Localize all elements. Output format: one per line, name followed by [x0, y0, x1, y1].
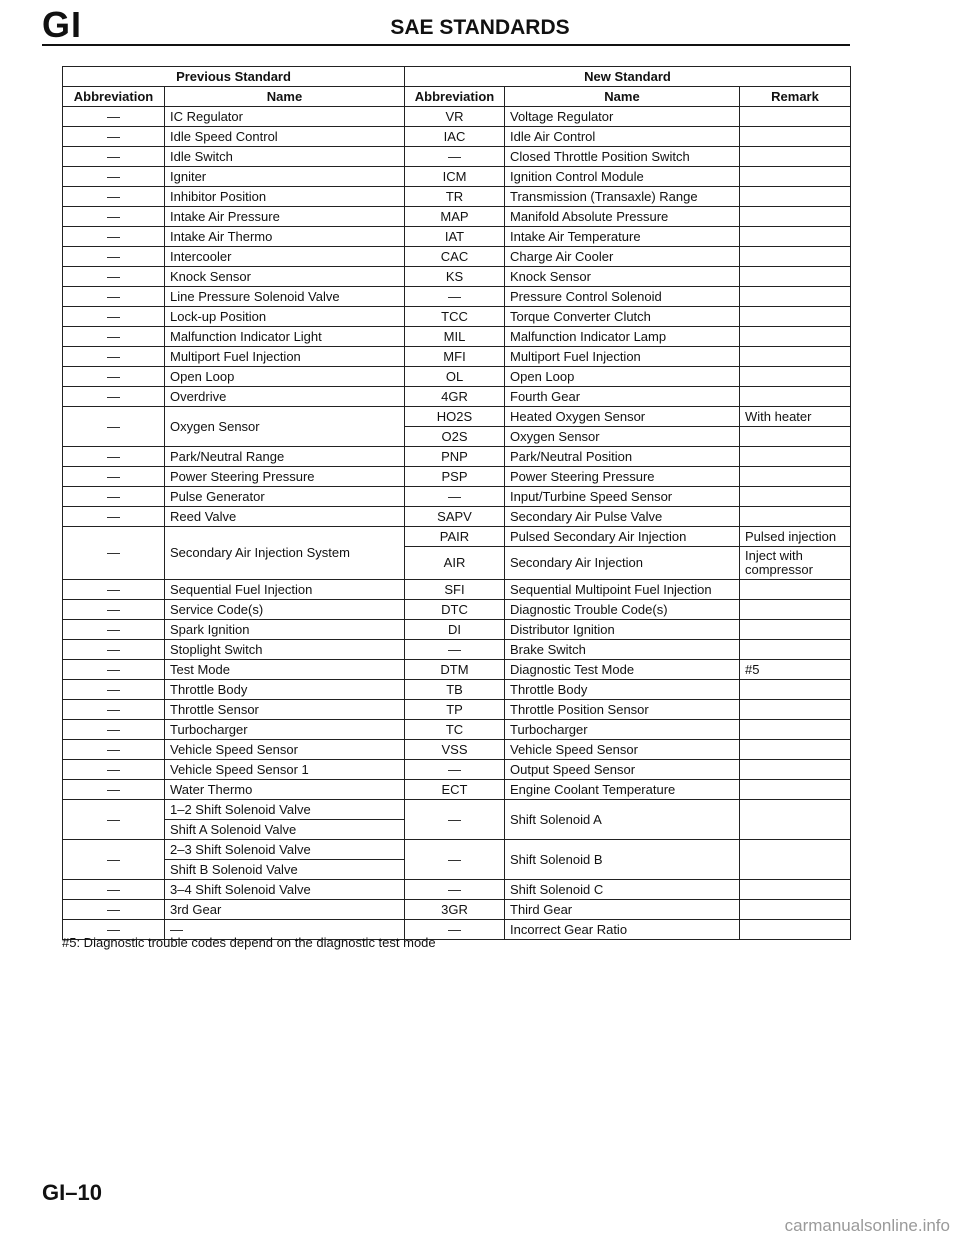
prev-name-cell: Malfunction Indicator Light	[165, 327, 405, 347]
new-name-cell: Manifold Absolute Pressure	[505, 207, 740, 227]
prev-abbreviation-cell: —	[63, 920, 165, 940]
remark-cell	[740, 127, 851, 147]
new-name-cell: Secondary Air Pulse Valve	[505, 507, 740, 527]
prev-name-cell: Idle Speed Control	[165, 127, 405, 147]
prev-abbreviation-cell: —	[63, 367, 165, 387]
new-name-header: Name	[505, 87, 740, 107]
new-name-cell: Voltage Regulator	[505, 107, 740, 127]
prev-name-cell: Throttle Sensor	[165, 700, 405, 720]
new-name-cell: Open Loop	[505, 367, 740, 387]
prev-abbreviation-cell: —	[63, 167, 165, 187]
new-name-cell: Sequential Multipoint Fuel Injection	[505, 580, 740, 600]
new-name-cell: Charge Air Cooler	[505, 247, 740, 267]
prev-name-cell: Knock Sensor	[165, 267, 405, 287]
new-abbreviation-cell: HO2S	[405, 407, 505, 427]
new-abbreviation-cell: IAC	[405, 127, 505, 147]
prev-abbreviation-cell: —	[63, 900, 165, 920]
table-row	[63, 900, 851, 920]
new-name-cell: Diagnostic Test Mode	[505, 660, 740, 680]
remark-cell	[740, 600, 851, 620]
table-row	[63, 387, 851, 407]
new-abbreviation-cell: CAC	[405, 247, 505, 267]
prev-name-cell: IC Regulator	[165, 107, 405, 127]
new-name-cell: Engine Coolant Temperature	[505, 780, 740, 800]
remark-cell	[740, 507, 851, 527]
footnote: #5: Diagnostic trouble codes depend on the diagnostic test mode	[62, 935, 436, 950]
new-name-cell: Intake Air Temperature	[505, 227, 740, 247]
new-name-cell: Secondary Air Injection	[505, 547, 740, 580]
new-name-cell: Pulsed Secondary Air Injection	[505, 527, 740, 547]
table-row	[63, 307, 851, 327]
remark-cell	[740, 367, 851, 387]
table-row	[63, 167, 851, 187]
table-row	[63, 760, 851, 780]
prev-abbreviation-cell: —	[63, 287, 165, 307]
prev-name-cell: Service Code(s)	[165, 600, 405, 620]
table-row	[63, 660, 851, 680]
table-row	[63, 580, 851, 600]
new-name-cell: Park/Neutral Position	[505, 447, 740, 467]
remark-cell	[740, 900, 851, 920]
prev-name-cell: Park/Neutral Range	[165, 447, 405, 467]
prev-name-cell: 3rd Gear	[165, 900, 405, 920]
new-abbreviation-cell: 3GR	[405, 900, 505, 920]
remark-cell	[740, 227, 851, 247]
prev-name-cell: Power Steering Pressure	[165, 467, 405, 487]
new-name-cell: Turbocharger	[505, 720, 740, 740]
remark-cell	[740, 760, 851, 780]
prev-name-cell: Pulse Generator	[165, 487, 405, 507]
new-name-cell: Throttle Body	[505, 680, 740, 700]
prev-name-cell: Intake Air Thermo	[165, 227, 405, 247]
new-abbreviation-cell: MIL	[405, 327, 505, 347]
table-row	[63, 327, 851, 347]
table-row	[63, 527, 851, 547]
watermark: carmanualsonline.info	[784, 1216, 950, 1235]
remark-cell	[740, 107, 851, 127]
new-name-cell: Oxygen Sensor	[505, 427, 740, 447]
new-name-cell: Throttle Position Sensor	[505, 700, 740, 720]
new-name-cell: Idle Air Control	[505, 127, 740, 147]
table-row	[63, 467, 851, 487]
new-abbreviation-cell: AIR	[405, 547, 505, 580]
new-abbreviation-cell: VR	[405, 107, 505, 127]
table-row	[63, 800, 851, 820]
new-abbreviation-cell: 4GR	[405, 387, 505, 407]
table-row	[63, 780, 851, 800]
new-abbreviation-cell: —	[405, 840, 505, 880]
remark-cell	[740, 147, 851, 167]
new-abbreviation-cell: DI	[405, 620, 505, 640]
previous-standard-header: Previous Standard	[63, 67, 405, 87]
remark-cell: Inject with compressor	[740, 547, 851, 580]
table-row	[63, 287, 851, 307]
new-abbreviation-cell: O2S	[405, 427, 505, 447]
prev-abbreviation-cell: —	[63, 327, 165, 347]
prev-abbreviation-cell: —	[63, 740, 165, 760]
table-row	[63, 720, 851, 740]
prev-name-cell: Intake Air Pressure	[165, 207, 405, 227]
remark-cell	[740, 387, 851, 407]
prev-name-cell: Test Mode	[165, 660, 405, 680]
new-abbreviation-cell: TP	[405, 700, 505, 720]
remark-header: Remark	[740, 87, 851, 107]
new-name-cell: Brake Switch	[505, 640, 740, 660]
remark-cell	[740, 640, 851, 660]
remark-cell	[740, 187, 851, 207]
prev-name-cell: Shift B Solenoid Valve	[165, 860, 405, 880]
remark-cell	[740, 307, 851, 327]
remark-cell	[740, 740, 851, 760]
table-row	[63, 680, 851, 700]
header-rule	[42, 44, 850, 46]
new-name-cell: Output Speed Sensor	[505, 760, 740, 780]
prev-abbreviation-cell: —	[63, 620, 165, 640]
table-row	[63, 840, 851, 860]
prev-abbreviation-cell: —	[63, 107, 165, 127]
prev-abbreviation-cell: —	[63, 600, 165, 620]
new-abbreviation-cell: VSS	[405, 740, 505, 760]
prev-name-cell: Overdrive	[165, 387, 405, 407]
new-abbreviation-cell: MAP	[405, 207, 505, 227]
new-abbreviation-cell: MFI	[405, 347, 505, 367]
remark-cell	[740, 427, 851, 447]
remark-cell	[740, 327, 851, 347]
prev-abbreviation-cell: —	[63, 720, 165, 740]
new-name-cell: Closed Throttle Position Switch	[505, 147, 740, 167]
prev-abbreviation-cell: —	[63, 267, 165, 287]
new-abbreviation-cell: DTC	[405, 600, 505, 620]
new-name-cell: Shift Solenoid B	[505, 840, 740, 880]
page-number: GI–10	[42, 1180, 102, 1205]
new-abbreviation-cell: TC	[405, 720, 505, 740]
new-name-cell: Distributor Ignition	[505, 620, 740, 640]
remark-cell	[740, 720, 851, 740]
table-row	[63, 267, 851, 287]
prev-name-cell: Turbocharger	[165, 720, 405, 740]
new-standard-header: New Standard	[405, 67, 851, 87]
column-header-row	[63, 87, 851, 107]
remark-cell	[740, 447, 851, 467]
new-abbreviation-cell: —	[405, 147, 505, 167]
remark-cell	[740, 487, 851, 507]
new-name-cell: Ignition Control Module	[505, 167, 740, 187]
new-name-cell: Multiport Fuel Injection	[505, 347, 740, 367]
new-abbreviation-cell: KS	[405, 267, 505, 287]
prev-name-cell: Secondary Air Injection System	[165, 527, 405, 580]
new-name-cell: Incorrect Gear Ratio	[505, 920, 740, 940]
table-row	[63, 347, 851, 367]
remark-cell	[740, 347, 851, 367]
remark-cell	[740, 167, 851, 187]
new-abbreviation-cell: —	[405, 487, 505, 507]
new-abbreviation-cell: —	[405, 287, 505, 307]
prev-name-cell: Lock-up Position	[165, 307, 405, 327]
new-name-cell: Knock Sensor	[505, 267, 740, 287]
prev-name-cell: Intercooler	[165, 247, 405, 267]
new-name-cell: Shift Solenoid C	[505, 880, 740, 900]
prev-abbreviation-cell: —	[63, 780, 165, 800]
prev-name-cell: Water Thermo	[165, 780, 405, 800]
new-abbreviation-cell: —	[405, 800, 505, 840]
remark-cell	[740, 800, 851, 840]
prev-name-cell: Throttle Body	[165, 680, 405, 700]
table-row	[63, 147, 851, 167]
prev-name-cell: Oxygen Sensor	[165, 407, 405, 447]
prev-abbreviation-cell: —	[63, 880, 165, 900]
new-abbreviation-cell: DTM	[405, 660, 505, 680]
prev-name-header: Name	[165, 87, 405, 107]
remark-cell	[740, 620, 851, 640]
prev-abbreviation-cell: —	[63, 187, 165, 207]
prev-abbreviation-cell: —	[63, 800, 165, 840]
prev-name-cell: Igniter	[165, 167, 405, 187]
prev-name-cell: Idle Switch	[165, 147, 405, 167]
table-row	[63, 447, 851, 467]
new-name-cell: Torque Converter Clutch	[505, 307, 740, 327]
group-header-row	[63, 67, 851, 87]
new-name-cell: Shift Solenoid A	[505, 800, 740, 840]
table-row	[63, 620, 851, 640]
prev-name-cell: —	[165, 920, 405, 940]
new-abbreviation-cell: ECT	[405, 780, 505, 800]
section-code: GI	[42, 4, 83, 45]
prev-abbreviation-cell: —	[63, 527, 165, 580]
prev-abbreviation-cell: —	[63, 700, 165, 720]
page-title: SAE STANDARDS	[390, 16, 570, 39]
remark-cell	[740, 467, 851, 487]
new-abbreviation-header: Abbreviation	[405, 87, 505, 107]
new-abbreviation-cell: —	[405, 760, 505, 780]
new-name-cell: Transmission (Transaxle) Range	[505, 187, 740, 207]
new-name-cell: Power Steering Pressure	[505, 467, 740, 487]
table-row	[63, 600, 851, 620]
table-row	[63, 407, 851, 427]
table-row	[63, 127, 851, 147]
remark-cell	[740, 247, 851, 267]
remark-cell	[740, 780, 851, 800]
remark-cell	[740, 920, 851, 940]
prev-name-cell: Stoplight Switch	[165, 640, 405, 660]
table-row	[63, 247, 851, 267]
remark-cell: With heater	[740, 407, 851, 427]
sae-standards-table	[62, 66, 851, 940]
remark-cell	[740, 267, 851, 287]
remark-cell	[740, 680, 851, 700]
prev-abbreviation-cell: —	[63, 407, 165, 447]
new-abbreviation-cell: PSP	[405, 467, 505, 487]
table-row	[63, 367, 851, 387]
remark-cell	[740, 207, 851, 227]
table-body	[63, 107, 851, 940]
prev-abbreviation-cell: —	[63, 660, 165, 680]
remark-cell: Pulsed injection	[740, 527, 851, 547]
prev-abbreviation-cell: —	[63, 227, 165, 247]
table-row	[63, 880, 851, 900]
new-abbreviation-cell: —	[405, 640, 505, 660]
table-row	[63, 640, 851, 660]
table-row	[63, 507, 851, 527]
remark-cell	[740, 840, 851, 880]
prev-abbreviation-cell: —	[63, 147, 165, 167]
prev-abbreviation-cell: —	[63, 387, 165, 407]
new-name-cell: Vehicle Speed Sensor	[505, 740, 740, 760]
new-abbreviation-cell: —	[405, 920, 505, 940]
prev-abbreviation-cell: —	[63, 840, 165, 880]
table-row	[63, 740, 851, 760]
new-abbreviation-cell: TR	[405, 187, 505, 207]
prev-abbreviation-header: Abbreviation	[63, 87, 165, 107]
new-abbreviation-cell: TCC	[405, 307, 505, 327]
table-row	[63, 487, 851, 507]
new-abbreviation-cell: —	[405, 880, 505, 900]
table-row	[63, 700, 851, 720]
new-name-cell: Input/Turbine Speed Sensor	[505, 487, 740, 507]
new-abbreviation-cell: TB	[405, 680, 505, 700]
prev-name-cell: Reed Valve	[165, 507, 405, 527]
prev-abbreviation-cell: —	[63, 127, 165, 147]
prev-abbreviation-cell: —	[63, 347, 165, 367]
prev-abbreviation-cell: —	[63, 507, 165, 527]
prev-name-cell: Line Pressure Solenoid Valve	[165, 287, 405, 307]
prev-name-cell: 2–3 Shift Solenoid Valve	[165, 840, 405, 860]
new-abbreviation-cell: ICM	[405, 167, 505, 187]
new-name-cell: Pressure Control Solenoid	[505, 287, 740, 307]
new-abbreviation-cell: IAT	[405, 227, 505, 247]
prev-abbreviation-cell: —	[63, 680, 165, 700]
new-name-cell: Diagnostic Trouble Code(s)	[505, 600, 740, 620]
new-abbreviation-cell: SFI	[405, 580, 505, 600]
prev-abbreviation-cell: —	[63, 640, 165, 660]
prev-name-cell: Multiport Fuel Injection	[165, 347, 405, 367]
remark-cell	[740, 287, 851, 307]
prev-abbreviation-cell: —	[63, 207, 165, 227]
new-abbreviation-cell: PNP	[405, 447, 505, 467]
prev-abbreviation-cell: —	[63, 247, 165, 267]
prev-name-cell: Vehicle Speed Sensor 1	[165, 760, 405, 780]
prev-abbreviation-cell: —	[63, 487, 165, 507]
remark-cell	[740, 700, 851, 720]
table-row	[63, 107, 851, 127]
remark-cell	[740, 580, 851, 600]
prev-abbreviation-cell: —	[63, 447, 165, 467]
new-name-cell: Fourth Gear	[505, 387, 740, 407]
prev-name-cell: Shift A Solenoid Valve	[165, 820, 405, 840]
prev-abbreviation-cell: —	[63, 307, 165, 327]
table-row	[63, 187, 851, 207]
prev-abbreviation-cell: —	[63, 580, 165, 600]
prev-name-cell: Sequential Fuel Injection	[165, 580, 405, 600]
prev-abbreviation-cell: —	[63, 467, 165, 487]
new-name-cell: Third Gear	[505, 900, 740, 920]
prev-name-cell: Spark Ignition	[165, 620, 405, 640]
new-name-cell: Malfunction Indicator Lamp	[505, 327, 740, 347]
table-row	[63, 227, 851, 247]
prev-name-cell: Open Loop	[165, 367, 405, 387]
new-abbreviation-cell: SAPV	[405, 507, 505, 527]
prev-abbreviation-cell: —	[63, 760, 165, 780]
new-name-cell: Heated Oxygen Sensor	[505, 407, 740, 427]
prev-name-cell: Vehicle Speed Sensor	[165, 740, 405, 760]
new-abbreviation-cell: OL	[405, 367, 505, 387]
prev-name-cell: 3–4 Shift Solenoid Valve	[165, 880, 405, 900]
remark-cell	[740, 880, 851, 900]
new-abbreviation-cell: PAIR	[405, 527, 505, 547]
remark-cell: #5	[740, 660, 851, 680]
prev-name-cell: 1–2 Shift Solenoid Valve	[165, 800, 405, 820]
prev-name-cell: Inhibitor Position	[165, 187, 405, 207]
table-row	[63, 207, 851, 227]
